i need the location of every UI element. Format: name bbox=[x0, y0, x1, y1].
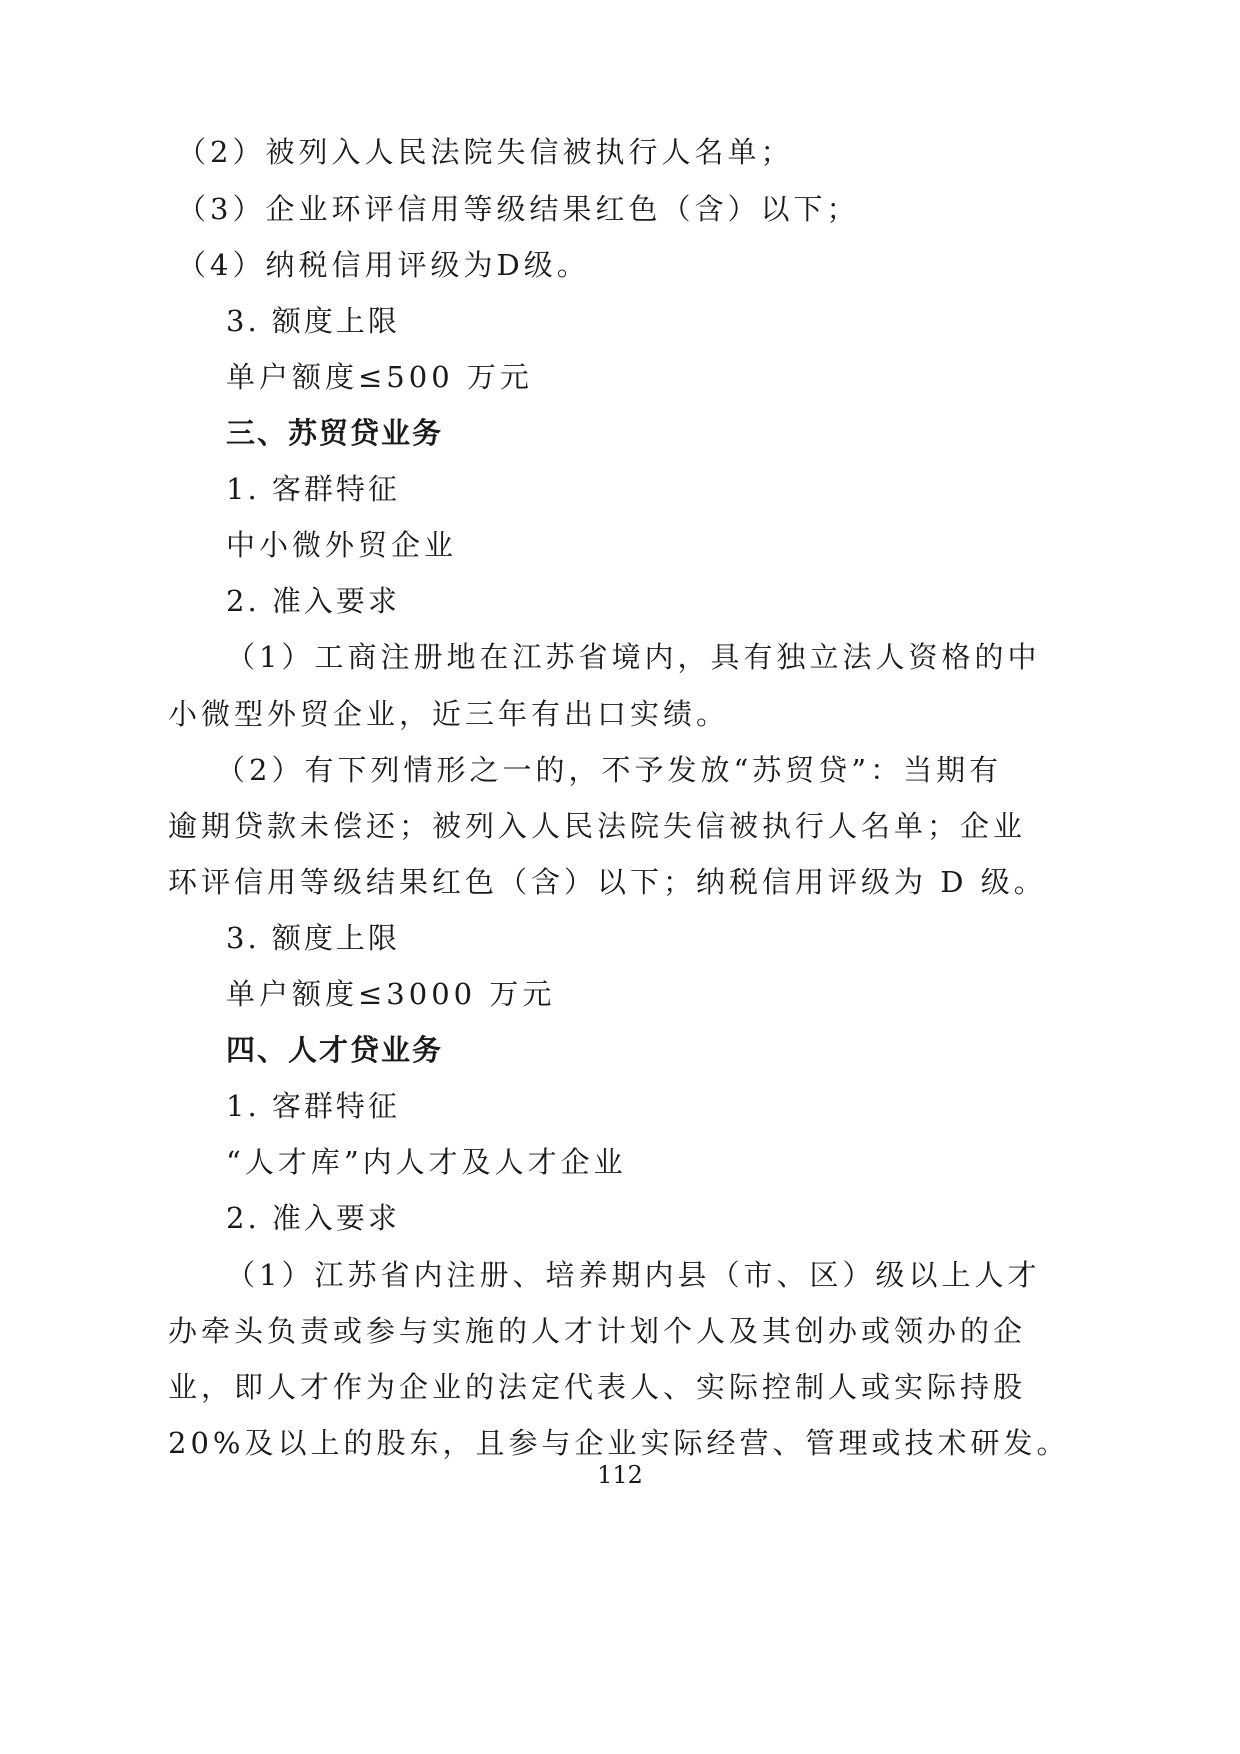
subheading-access-requirements: 2. 准入要求 bbox=[226, 1201, 400, 1235]
quota-value: 单户额度≤500 万元 bbox=[226, 360, 533, 394]
subheading-quota-limit: 3. 额度上限 bbox=[226, 304, 400, 338]
customer-profile-text: “人才库”内人才及人才企业 bbox=[226, 1145, 627, 1179]
section-heading-talent: 四、人才贷业务 bbox=[226, 1033, 444, 1067]
list-item-3: （3）企业环评信用等级结果红色（含）以下； bbox=[177, 192, 860, 226]
paragraph-line: （1）江苏省内注册、培养期内县（市、区）级以上人才 bbox=[226, 1258, 1041, 1292]
paragraph-line: 环评信用等级结果红色（含）以下；纳税信用评级为 D 级。 bbox=[168, 865, 1047, 899]
subheading-customer-profile: 1. 客群特征 bbox=[226, 472, 400, 506]
list-item-4: （4）纳税信用评级为D级。 bbox=[177, 248, 590, 282]
section-heading-sumao: 三、苏贸贷业务 bbox=[226, 416, 444, 450]
paragraph-line: （2）有下列情形之一的，不予发放“苏贸贷”：当期有 bbox=[216, 753, 1003, 787]
paragraph-line: 业，即人才作为企业的法定代表人、实际控制人或实际持股 bbox=[168, 1370, 1027, 1404]
subheading-customer-profile: 1. 客群特征 bbox=[226, 1089, 400, 1123]
subheading-quota-limit: 3. 额度上限 bbox=[226, 921, 400, 955]
list-item-2: （2）被列入人民法院失信被执行人名单； bbox=[177, 135, 794, 169]
subheading-access-requirements: 2. 准入要求 bbox=[226, 584, 400, 618]
paragraph-line: 逾期贷款未偿还；被列入人民法院失信被执行人名单；企业 bbox=[168, 809, 1027, 843]
paragraph-line: 办牵头负责或参与实施的人才计划个人及其创办或领办的企 bbox=[168, 1314, 1027, 1348]
paragraph-line: （1）工商注册地在江苏省境内，具有独立法人资格的中 bbox=[226, 640, 1041, 674]
customer-profile-text: 中小微外贸企业 bbox=[226, 528, 458, 562]
page-number: 112 bbox=[597, 1461, 643, 1489]
paragraph-line: 小微型外贸企业，近三年有出口实绩。 bbox=[168, 697, 730, 731]
paragraph-line: 20%及以上的股东，且参与企业实际经营、管理或技术研发。 bbox=[168, 1426, 1070, 1460]
quota-value: 单户额度≤3000 万元 bbox=[226, 977, 556, 1011]
